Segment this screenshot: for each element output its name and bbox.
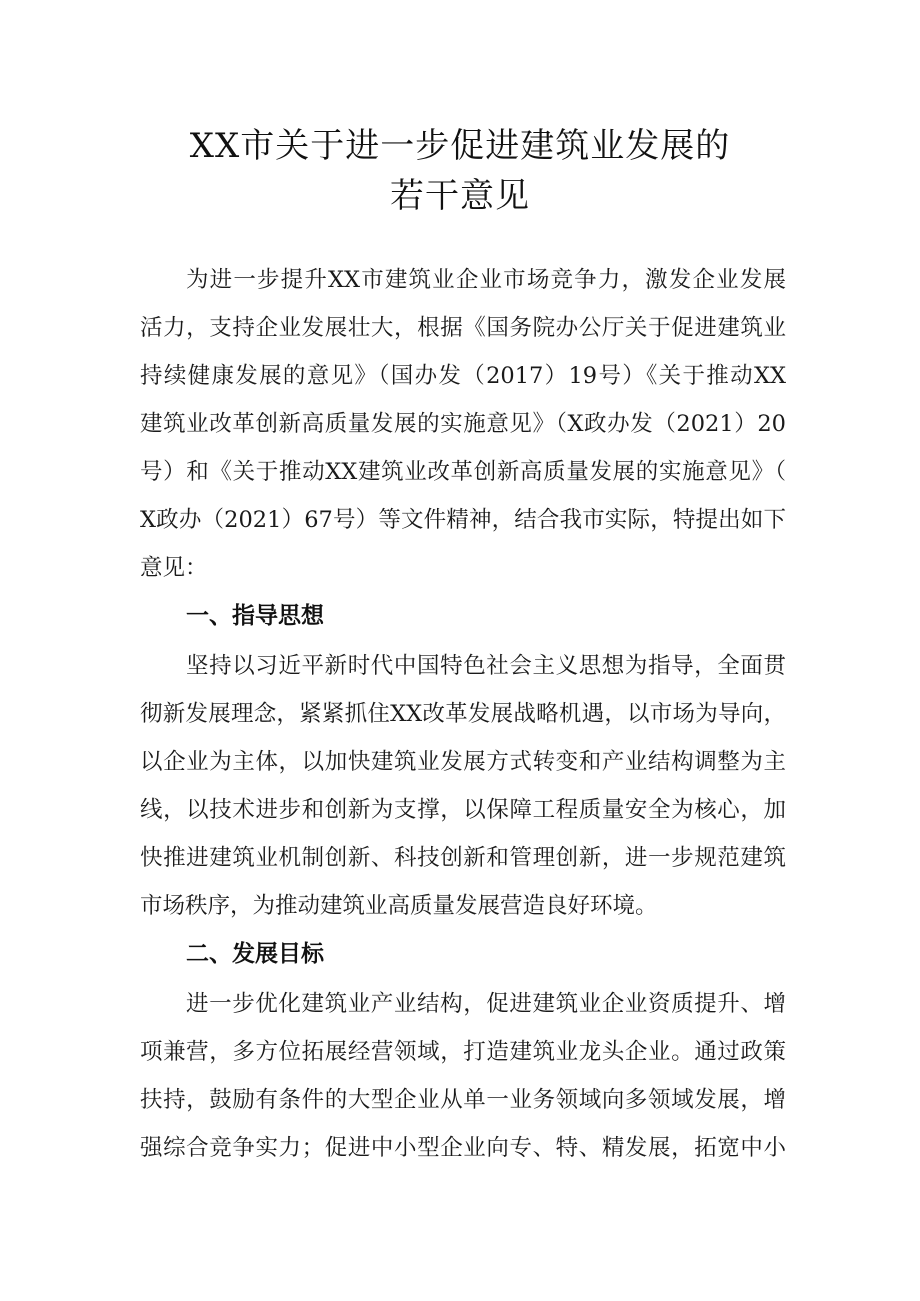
section-heading-guiding-ideology: 一、指导思想 [186,603,324,629]
paragraph-line: 彻新发展理念，紧紧抓住XX改革发展战略机遇，以市场为导向， [140,701,786,727]
document-title-line-1: XX市关于进一步促进建筑业发展的 [189,126,731,166]
paragraph-line: 快推进建筑业机制创新、科技创新和管理创新，进一步规范建筑 [140,845,786,871]
paragraph-line: 项兼营，多方位拓展经营领域，打造建筑业龙头企业。通过政策 [140,1039,786,1065]
paragraph-line: 扶持，鼓励有条件的大型企业从单一业务领域向多领域发展，增 [140,1087,786,1113]
document-title-line-2: 若干意见 [390,176,530,216]
paragraph-line: 线，以技术进步和创新为支撑，以保障工程质量安全为核心，加 [140,797,786,823]
section1-paragraph [140,642,786,930]
paragraph-line: 号）和《关于推动XX建筑业改革创新高质量发展的实施意见》（ [140,459,786,485]
paragraph-line: 以企业为主体，以加快建筑业发展方式转变和产业结构调整为主 [140,749,786,775]
section2-paragraph [140,980,786,1172]
paragraph-line: 为进一步提升XX市建筑业企业市场竞争力，激发企业发展 [186,267,786,293]
paragraph-line: 建筑业改革创新高质量发展的实施意见》（X政办发（2021）20 [140,411,786,437]
paragraph-line: 进一步优化建筑业产业结构，促进建筑业企业资质提升、增 [186,991,786,1017]
paragraph-line: X政办（2021）67号）等文件精神，结合我市实际，特提出如下 [140,507,786,533]
intro-paragraph [140,256,786,592]
paragraph-line: 持续健康发展的意见》（国办发（2017）19号）《关于推动XX [140,363,786,389]
paragraph-line: 强综合竞争实力；促进中小型企业向专、特、精发展，拓宽中小 [140,1135,786,1161]
paragraph-line: 市场秩序，为推动建筑业高质量发展营造良好环境。 [140,893,658,919]
paragraph-line: 坚持以习近平新时代中国特色社会主义思想为指导，全面贯 [186,653,786,679]
paragraph-line: 意见： [140,555,208,581]
section-heading-development-goals: 二、发展目标 [186,941,324,967]
paragraph-line: 活力，支持企业发展壮大，根据《国务院办公厅关于促进建筑业 [140,315,786,341]
